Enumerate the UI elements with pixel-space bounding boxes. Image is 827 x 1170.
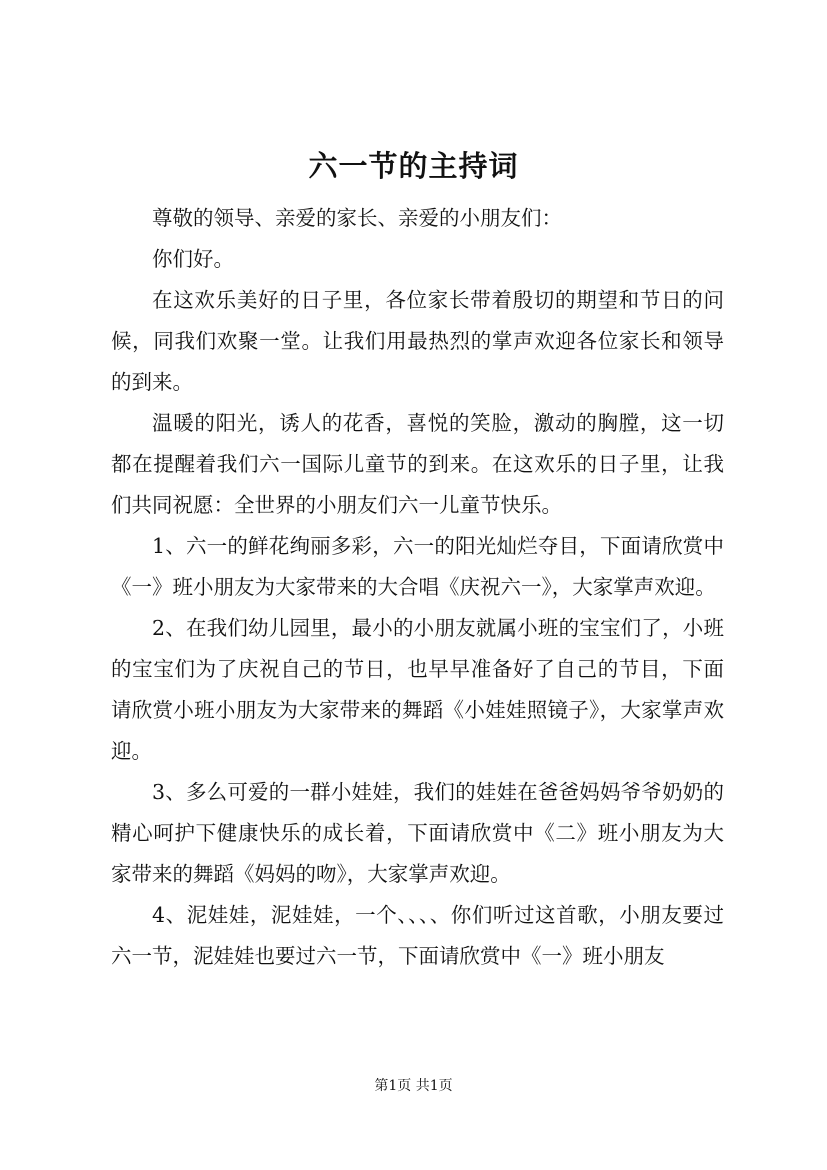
page-number-footer: 第1页 共1页 [374,1078,453,1094]
salutation-paragraph: 你们好。 [152,247,234,271]
program-item-paragraph: 4、泥娃娃，泥娃娃，一个、、、、你们听过这首歌，小朋友要过六一节，泥娃娃也要过六一节，下面请欣赏中《一》班小朋友 [111,903,724,968]
program-item-paragraph: 1、六一的鲜花绚丽多彩，六一的阳光灿烂夺目，下面请欣赏中《一》班小朋友为大家带来的大合唱《庆祝六一》，大家掌声欢迎。 [111,534,724,599]
document-title: 六一节的主持词 [308,149,519,183]
body-paragraph: 在这欢乐美好的日子里，各位家长带着殷切的期望和节日的问候，同我们欢聚一堂。让我们用最热烈的掌声欢迎各位家长和领导的到来。 [111,288,724,394]
program-item-paragraph: 2、在我们幼儿园里，最小的小朋友就属小班的宝宝们了，小班的宝宝们为了庆祝自己的节日，也早早准备好了自己的节目，下面请欣赏小班小朋友为大家带来的舞蹈《小娃娃照镜子》，大家掌声欢迎。 [111,616,724,763]
document-body [111,198,724,977]
body-paragraph: 温暖的阳光，诱人的花香，喜悦的笑脸，激动的胸膛，这一切都在提醒着我们六一国际儿童节的到来。在这欢乐的日子里，让我们共同祝愿：全世界的小朋友们六一儿童节快乐。 [111,411,724,517]
program-item-paragraph: 3、多么可爱的一群小娃娃，我们的娃娃在爸爸妈妈爷爷奶奶的精心呵护下健康快乐的成长着，下面请欣赏中《二》班小朋友为大家带来的舞蹈《妈妈的吻》，大家掌声欢迎。 [111,780,724,886]
greeting-paragraph: 尊敬的领导、亲爱的家长、亲爱的小朋友们： [152,206,562,230]
